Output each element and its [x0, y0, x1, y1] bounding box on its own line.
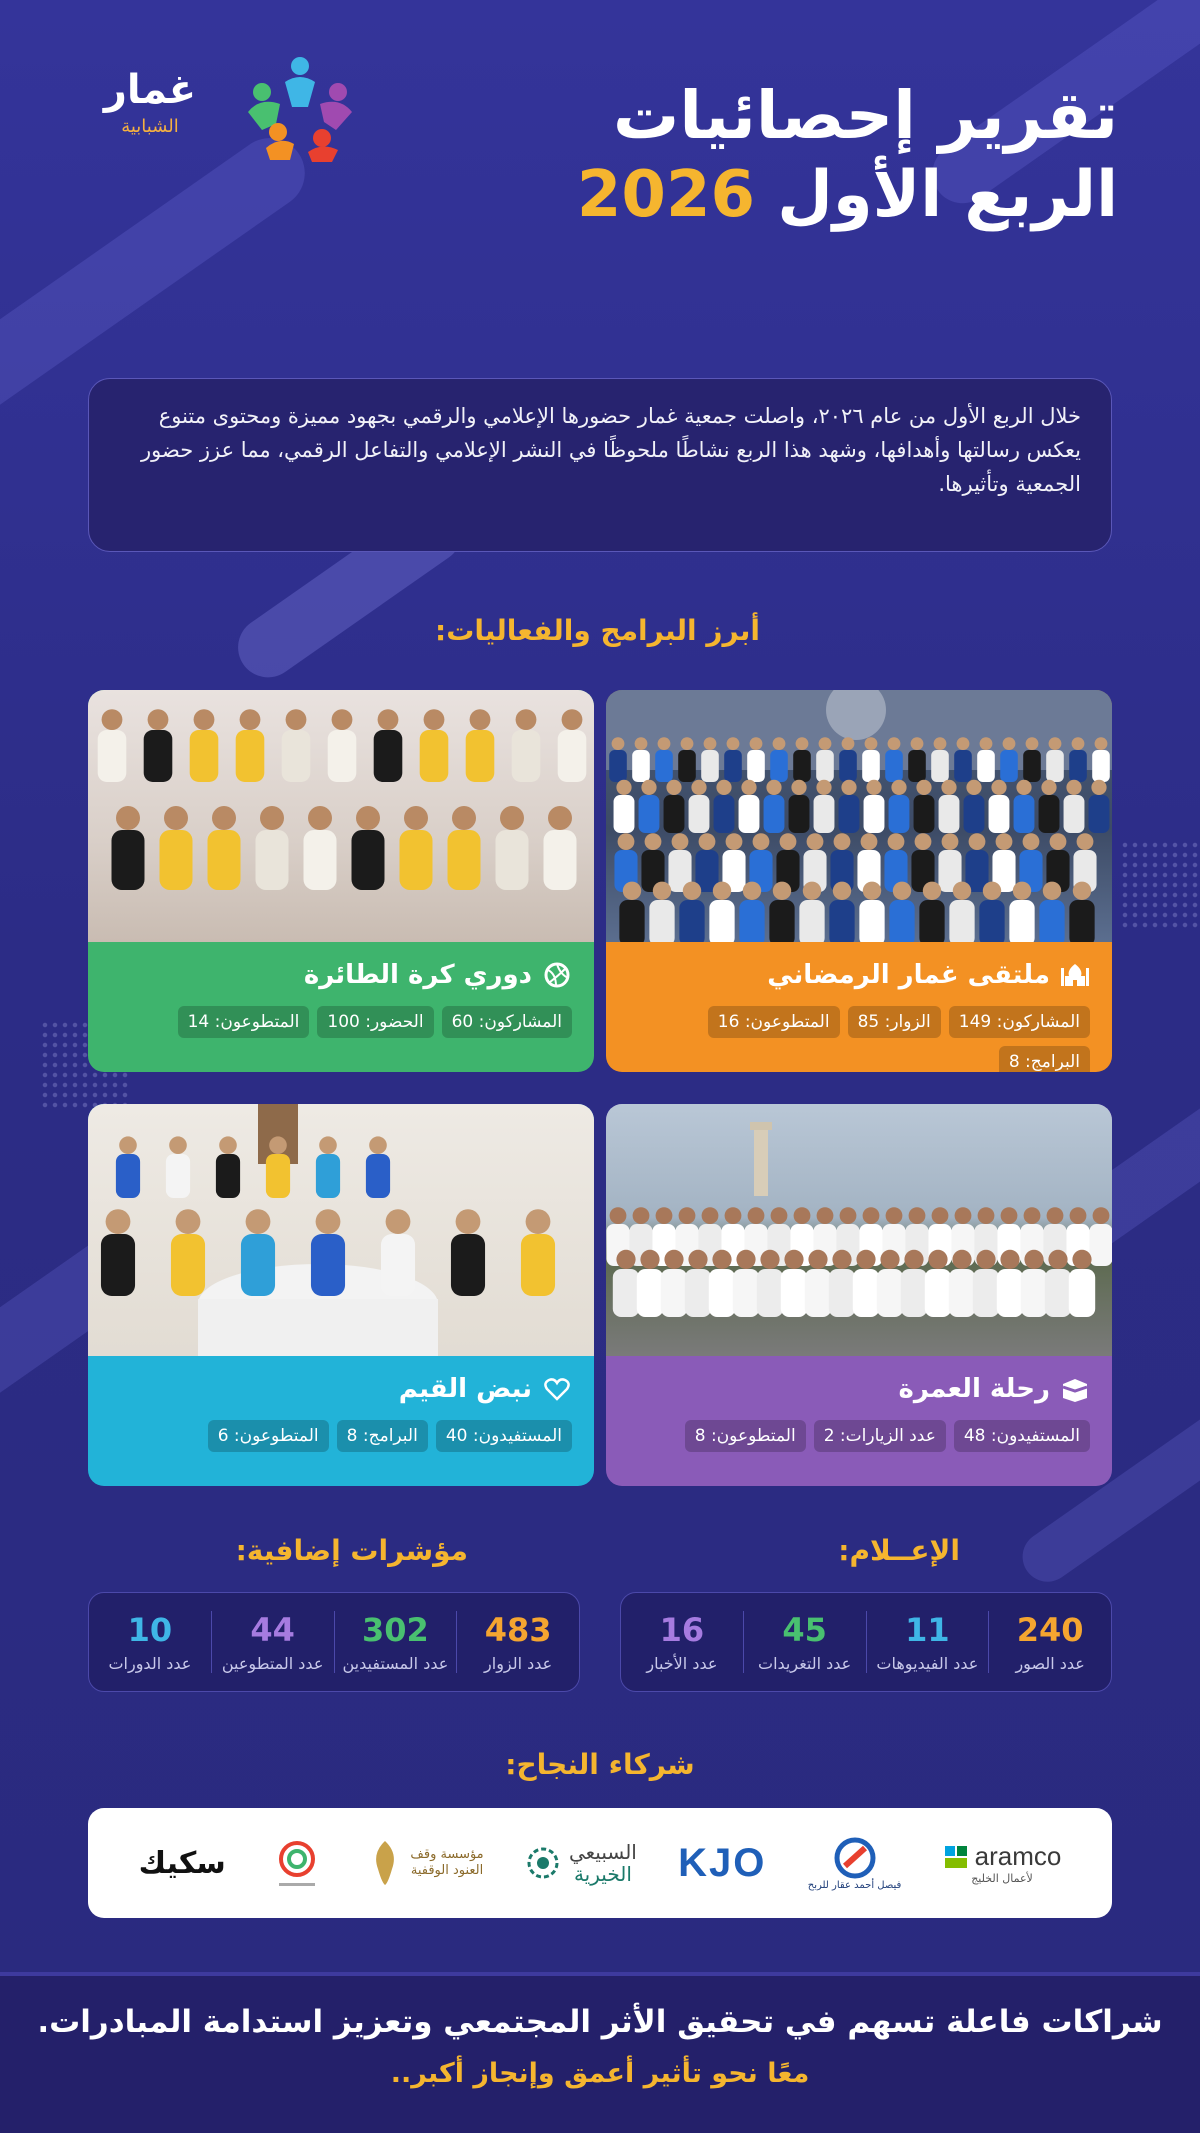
program-title: رحلة العمرة	[898, 1374, 1050, 1404]
partner-circle-logo	[267, 1828, 327, 1898]
program-title: نبض القيم	[398, 1374, 532, 1404]
program-stat: المستفيدون: 48	[954, 1420, 1090, 1452]
program-stat: المتطوعون: 14	[178, 1006, 310, 1038]
umrah-photo	[606, 1104, 1112, 1356]
partner-aramco-logo: aramco لأعمال الخليج	[943, 1828, 1062, 1898]
stat-label: عدد الدورات	[108, 1653, 192, 1673]
stat-label: عدد التغريدات	[758, 1653, 852, 1673]
extra-stat-volunteers	[211, 1611, 334, 1672]
partner-waqf-logo: مؤسسة وقف العنود الوقفية	[368, 1828, 483, 1898]
program-stat: المتطوعون: 6	[208, 1420, 329, 1452]
extra-stat-visitors	[456, 1611, 579, 1672]
partner-sakeek-logo: سكيك	[138, 1845, 226, 1881]
volleyball-icon	[542, 960, 572, 990]
stat-value: 11	[905, 1611, 950, 1650]
program-stat: المستفيدون: 40	[436, 1420, 572, 1452]
kaaba-icon	[1060, 1374, 1090, 1404]
subaie-star-icon	[525, 1845, 561, 1881]
media-stat-news	[621, 1611, 743, 1672]
stat-label: عدد المتطوعين	[221, 1653, 324, 1673]
stat-label: عدد الفيديوهات	[876, 1653, 979, 1673]
program-stat: الزوار: 85	[848, 1006, 941, 1038]
report-title	[438, 77, 1118, 235]
program-title: دوري كرة الطائرة	[303, 960, 532, 990]
extra-stat-beneficiaries	[334, 1611, 457, 1672]
heart-icon	[542, 1374, 572, 1404]
extra-stats	[88, 1592, 580, 1692]
stat-value: 302	[361, 1611, 429, 1650]
program-stat: عدد الزيارات: 2	[814, 1420, 946, 1452]
circle-emblem-icon	[267, 1833, 327, 1893]
partner-kjo-logo: KJO	[678, 1840, 767, 1885]
footer-line1: شراكات فاعلة تسهم في تحقيق الأثر المجتمعي وتعزيز استدامة المبادرات.	[37, 2004, 1163, 2040]
media-stat-photos	[988, 1611, 1111, 1672]
program-card-volleyball	[88, 690, 594, 1072]
intro-paragraph: خلال الربع الأول من عام ٢٠٢٦، واصلت جمعية غمار حضورها الإعلامي والرقمي بجهود مميزة ومحتوى متنوع يعكس رسالتها وأهدافها، وشهد هذا الربع نشاطًا ملحوظًا في النشر الإعلامي والتفاعل الرقمي، مما عزز حضور الجمعية وتأثيرها.	[88, 378, 1112, 552]
program-card-umrah	[606, 1104, 1112, 1486]
programs-heading: أبرز البرامج والفعاليات:	[435, 614, 760, 647]
stat-value: 44	[250, 1611, 295, 1650]
program-stat: البرامج: 8	[337, 1420, 428, 1452]
program-stat: الحضور: 100	[317, 1006, 433, 1038]
mosque-icon	[1060, 960, 1090, 990]
volleyball-photo	[88, 690, 594, 942]
stat-label: عدد المستفيدين	[342, 1653, 449, 1673]
program-stat: المتطوعون: 8	[685, 1420, 806, 1452]
stat-value: 16	[659, 1611, 705, 1650]
program-card-ramadan	[606, 690, 1112, 1072]
logo-subtitle: الشبابية	[121, 116, 179, 137]
logo-name: غمار	[103, 67, 197, 113]
stat-value: 10	[127, 1611, 173, 1650]
extra-stat-courses	[89, 1611, 211, 1672]
partners-heading: شركاء النجاح:	[505, 1748, 695, 1781]
aramco-mark-icon	[943, 1844, 969, 1870]
faisal-mark-icon	[829, 1836, 881, 1880]
logo-figures-icon	[240, 52, 360, 162]
partner-subaie-logo: السبيعي الخيرية	[525, 1828, 637, 1898]
stat-label: عدد الزوار	[484, 1653, 553, 1673]
program-stat: المشاركون: 149	[949, 1006, 1090, 1038]
stat-value: 483	[484, 1611, 552, 1650]
media-stats	[620, 1592, 1112, 1692]
media-stat-tweets	[743, 1611, 866, 1672]
program-stat: المشاركون: 60	[442, 1006, 572, 1038]
title-year: 2026	[576, 157, 755, 232]
ghimar-logo	[70, 52, 360, 162]
extra-heading: مؤشرات إضافية:	[235, 1534, 468, 1567]
values-photo	[88, 1104, 594, 1356]
partner-faisal-logo: فيصل أحمد عقار للربح	[808, 1828, 902, 1898]
stat-value: 45	[782, 1611, 827, 1650]
program-card-values	[88, 1104, 594, 1486]
ramadan-photo	[606, 690, 1112, 942]
footer	[0, 1972, 1200, 2133]
stat-label: عدد الأخبار	[646, 1653, 718, 1673]
program-title: ملتقى غمار الرمضاني	[767, 960, 1050, 990]
stat-value: 240	[1016, 1611, 1084, 1650]
media-heading: الإعــلام:	[838, 1534, 960, 1567]
waqf-emblem-icon	[368, 1839, 402, 1887]
title-line1: تقرير إحصائيات	[613, 77, 1118, 154]
program-stat: المتطوعون: 16	[708, 1006, 840, 1038]
partners-strip	[88, 1808, 1112, 1918]
footer-line2: معًا نحو تأثير أعمق وإنجاز أكبر..	[390, 2058, 810, 2089]
title-line2: الربع الأول	[777, 157, 1118, 232]
media-stat-videos	[866, 1611, 989, 1672]
stat-label: عدد الصور	[1015, 1653, 1085, 1673]
program-stat: البرامج: 8	[999, 1046, 1090, 1072]
